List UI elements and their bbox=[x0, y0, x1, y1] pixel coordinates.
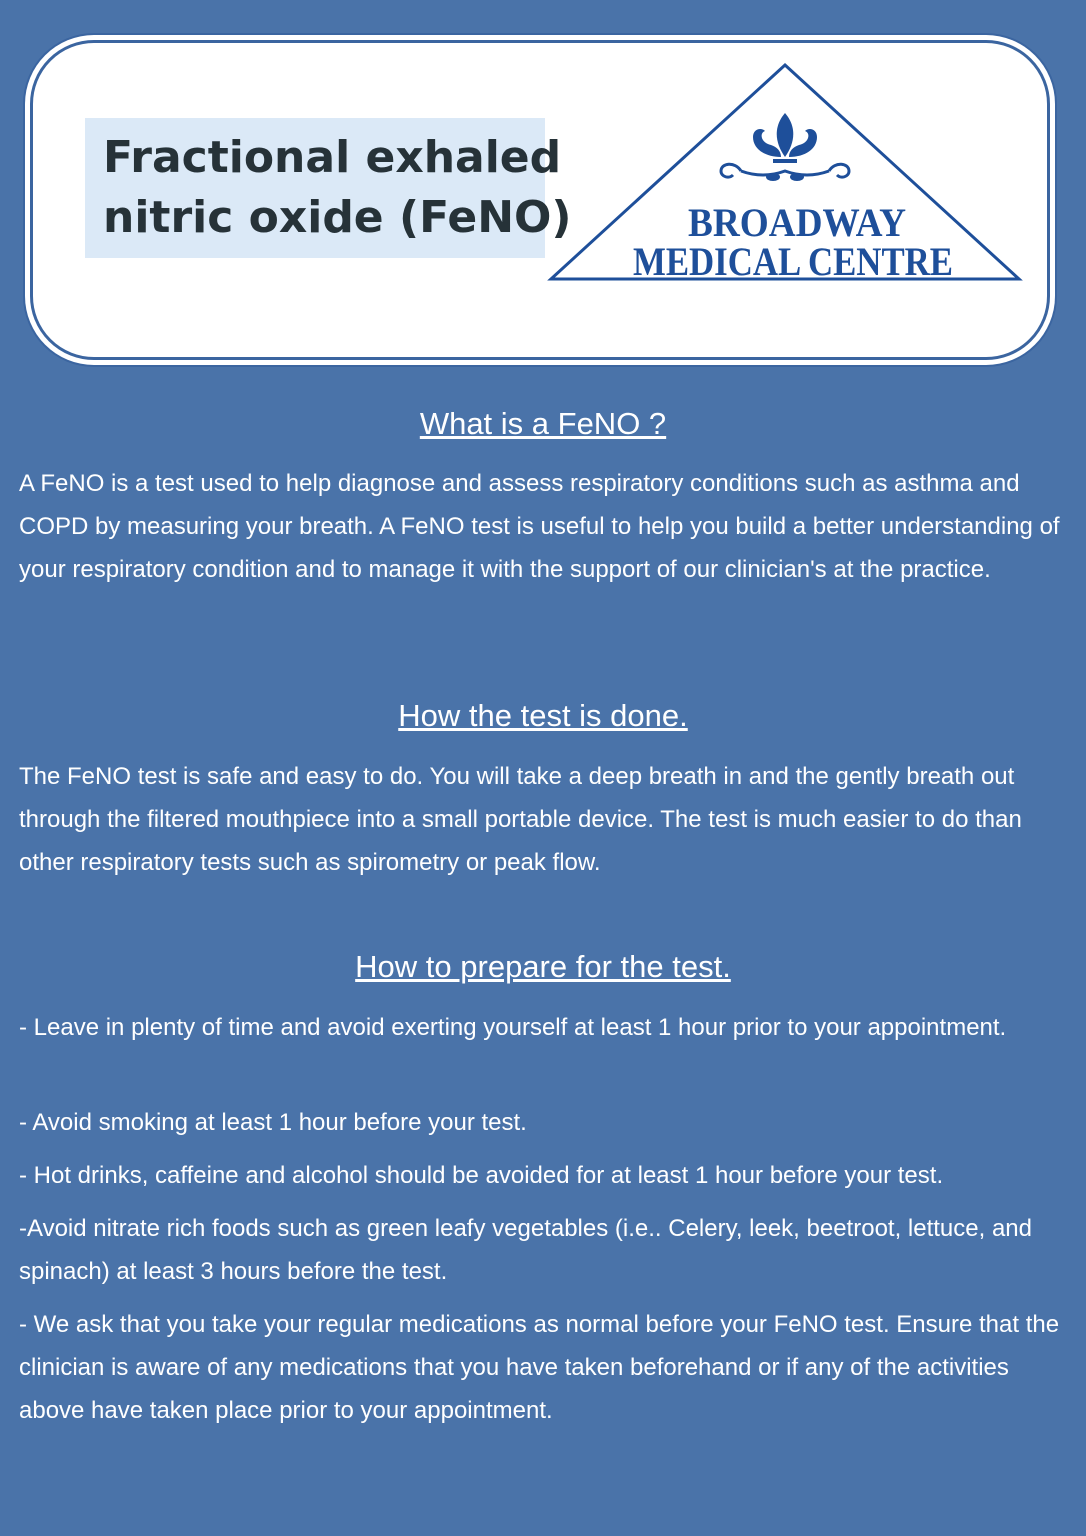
title-line-1: Fractional exhaled bbox=[103, 132, 562, 183]
fleur-de-lis-icon bbox=[721, 113, 849, 181]
list-item: -Avoid nitrate rich foods such as green leafy vegetables (i.e.. Celery, leek, beetroot, lettuce, and spinach) at least 3 hours before the test. bbox=[19, 1215, 1033, 1285]
list-item: - Leave in plenty of time and avoid exerting yourself at least 1 hour prior to your appointment. bbox=[19, 1014, 1007, 1041]
section-heading-what-is-feno: What is a FeNO ? bbox=[419, 406, 667, 441]
section-body-what-is-feno: A FeNO is a test used to help diagnose and assess respiratory conditions such as asthma and COPD by measuring your breath. A FeNO test is useful to help you build a better understanding of your respiratory condition and to manage it with the support of our clinician's at the practice. bbox=[19, 470, 1060, 583]
section-heading-how-to-prepare: How to prepare for the test. bbox=[355, 949, 731, 984]
logo-line-2: MEDICAL CENTRE bbox=[633, 239, 953, 284]
section-heading-how-test-done: How the test is done. bbox=[398, 698, 688, 733]
list-item: - We ask that you take your regular medications as normal before your FeNO test. Ensure that the clinician is aware of any medications that you have taken beforehand or if any of the activities above have taken place prior to your appointment. bbox=[19, 1311, 1060, 1424]
header-card bbox=[30, 40, 1050, 360]
document-title bbox=[85, 118, 572, 258]
title-line-2: nitric oxide (FeNO) bbox=[103, 192, 572, 243]
section-body-how-test-done: The FeNO test is safe and easy to do. You will take a deep breath in and the gently breath out through the filtered mouthpiece into a small portable device. The test is much easier to do than other respiratory tests such as spirometry or peak flow. bbox=[19, 763, 1022, 876]
list-item: - Avoid smoking at least 1 hour before your test. bbox=[19, 1109, 527, 1136]
logo-line-1: BROADWAY bbox=[688, 200, 907, 245]
list-item: - Hot drinks, caffeine and alcohol should be avoided for at least 1 hour before your test. bbox=[19, 1162, 944, 1189]
broadway-medical-centre-logo bbox=[545, 61, 1025, 285]
